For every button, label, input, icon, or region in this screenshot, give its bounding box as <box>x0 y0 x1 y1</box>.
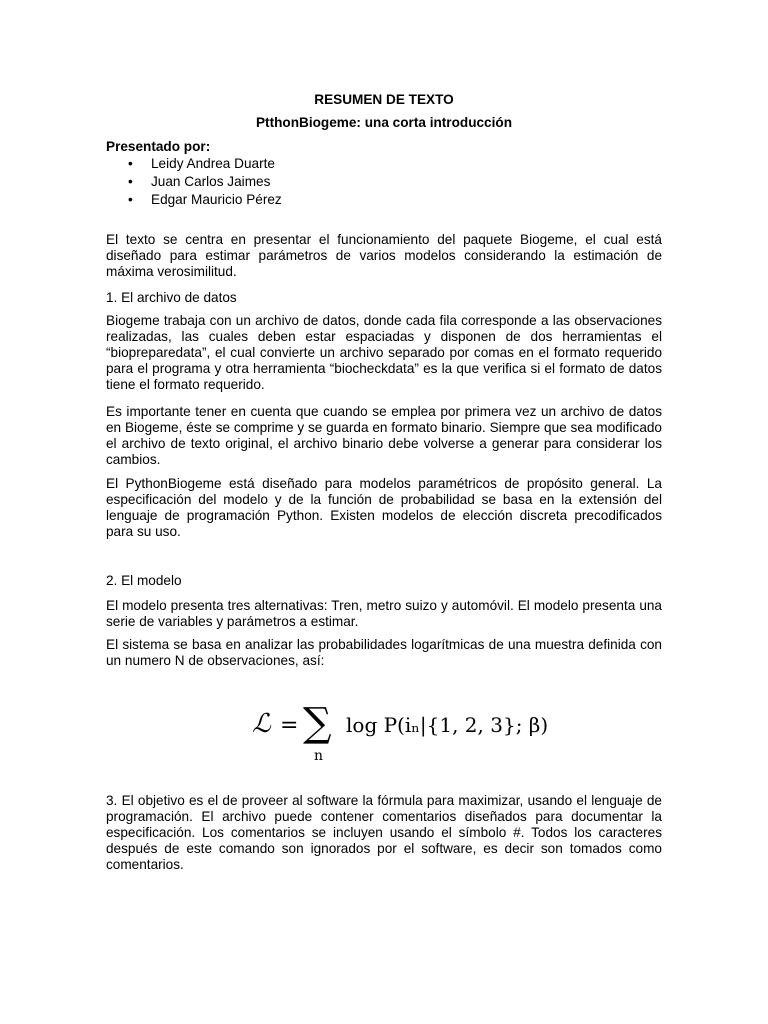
section-2-paragraph-2: El sistema se basa en analizar las probabilidades logarítmicas de una muestra definida con un numero N de observaciones, así: <box>106 637 662 668</box>
formula-sum-symbol: ∑ <box>303 700 332 746</box>
document-subtitle: PtthonBiogeme: una corta introducción <box>255 115 513 130</box>
document-title: RESUMEN DE TEXTO <box>314 92 454 107</box>
section-1-paragraph-2: Es importante tener en cuenta que cuando se emplea por primera vez un archivo de datos en Biogeme, éste se comprime y se guarda en formato binario. Siempre que sea modificado el archivo de texto original, el archivo binario debe volverse a generar para considerar los cambios. <box>106 404 662 467</box>
section-1-heading: 1. El archivo de datos <box>106 290 237 305</box>
section-1-paragraph-1: Biogeme trabaja con un archivo de datos, donde cada fila corresponde a las observaciones realizadas, las cuales deben estar espaciadas y disponen de dos herramientas el “biopreparedata”, el cual convierte un archivo separado por comas en el formato requerido para el programa y otra herramienta “biocheckdata” es la que verifica si el formato de datos tiene el formato requerido. <box>106 313 662 392</box>
section-2-paragraph-1: El modelo presenta tres alternativas: Tren, metro suizo y automóvil. El modelo presenta una serie de variables y parámetros a estimar. <box>106 598 662 629</box>
intro-paragraph: El texto se centra en presentar el funcionamiento del paquete Biogeme, el cual está diseñado para estimar parámetros de varios modelos considerando la estimación de máxima verosimilitud. <box>106 232 662 279</box>
formula-body: log P(iₙ|{1, 2, 3}; β) <box>346 713 549 737</box>
formula-equals: = <box>280 713 299 738</box>
author-item: • Juan Carlos Jaimes <box>106 173 662 191</box>
presented-by-label: Presentado por: <box>106 139 211 154</box>
section-3-paragraph: 3. El objetivo es el de proveer al software la fórmula para maximizar, usando el lenguaje de programación. El archivo puede contener comentarios diseñados para documentar la especificación. Los comentarios se incluyen usando el símbolo #. Todos los caracteres después de este comando son ignorados por el software, es decir son tomados como comentarios. <box>106 793 662 872</box>
author-list <box>106 155 662 209</box>
formula-lhs: ℒ <box>252 709 271 739</box>
log-likelihood-formula <box>250 690 549 766</box>
section-1-paragraph-3: El PythonBiogeme está diseñado para modelos paramétricos de propósito general. La especificación del modelo y de la función de probabilidad se basa en la extensión del lenguaje de programación Python. Existen modelos de elección discreta precodificados para su uso. <box>106 476 662 539</box>
author-item: • Leidy Andrea Duarte <box>106 155 662 173</box>
author-item: • Edgar Mauricio Pérez <box>106 191 662 209</box>
section-2-heading: 2. El modelo <box>106 573 182 588</box>
formula-sum-index: n <box>314 748 324 764</box>
